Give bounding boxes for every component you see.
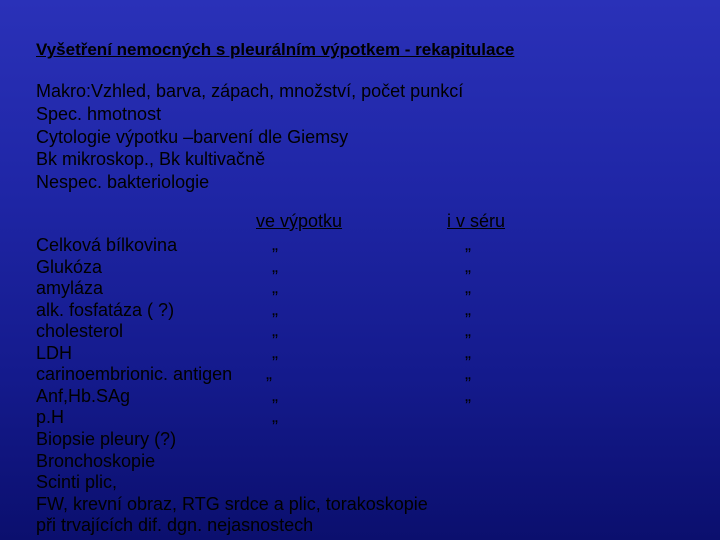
ditto-mark-effusion: „: [272, 277, 278, 297]
ditto-mark-effusion: „: [272, 256, 278, 276]
row-label: carinoembrionic. antigen: [36, 364, 233, 384]
ditto-mark-serum: „: [465, 277, 471, 297]
tail-line: FW, krevní obraz, RTG srdce a plic, torakoskopie: [36, 494, 428, 514]
column-header-serum: i v séru: [447, 211, 506, 231]
row-label: Anf,Hb.SAg: [36, 386, 131, 406]
ditto-mark-serum: „: [465, 385, 471, 405]
row-label: cholesterol: [36, 321, 124, 341]
ditto-mark-effusion: „: [272, 406, 278, 426]
column-header-effusion: ve výpotku: [256, 211, 343, 231]
tail-line: při trvajících dif. dgn. nejasnostech: [36, 515, 314, 535]
tail-line: Biopsie pleury (?): [36, 429, 177, 449]
row-label: p.H: [36, 407, 65, 427]
tail-line: Bronchoskopie: [36, 451, 156, 471]
row-label: Glukóza: [36, 257, 103, 277]
ditto-mark-effusion: „: [272, 320, 278, 340]
ditto-mark-effusion: „: [272, 385, 278, 405]
ditto-mark-serum: „: [465, 342, 471, 362]
intro-line: Spec. hmotnost: [36, 104, 162, 124]
ditto-mark-effusion: „: [272, 234, 278, 254]
intro-line: Bk mikroskop., Bk kultivačně: [36, 149, 266, 169]
row-label: alk. fosfatáza ( ?): [36, 300, 175, 320]
slide-title: Vyšetření nemocných s pleurálním výpotkem - rekapitulace: [36, 40, 515, 59]
row-label: amyláza: [36, 278, 104, 298]
ditto-mark-serum: „: [465, 320, 471, 340]
intro-line: Makro:Vzhled, barva, zápach, množství, počet punkcí: [36, 81, 464, 101]
ditto-mark-serum: „: [465, 256, 471, 276]
row-label: LDH: [36, 343, 73, 363]
ditto-mark-serum: „: [465, 234, 471, 254]
tail-line: Scinti plic,: [36, 472, 118, 492]
intro-line: Nespec. bakteriologie: [36, 172, 210, 192]
ditto-mark-effusion: „: [266, 363, 272, 383]
ditto-mark-serum: „: [465, 299, 471, 319]
ditto-mark-serum: „: [465, 363, 471, 383]
row-label: Celková bílkovina: [36, 235, 178, 255]
ditto-mark-effusion: „: [272, 299, 278, 319]
ditto-mark-effusion: „: [272, 342, 278, 362]
intro-line: Cytologie výpotku –barvení dle Giemsy: [36, 127, 349, 147]
